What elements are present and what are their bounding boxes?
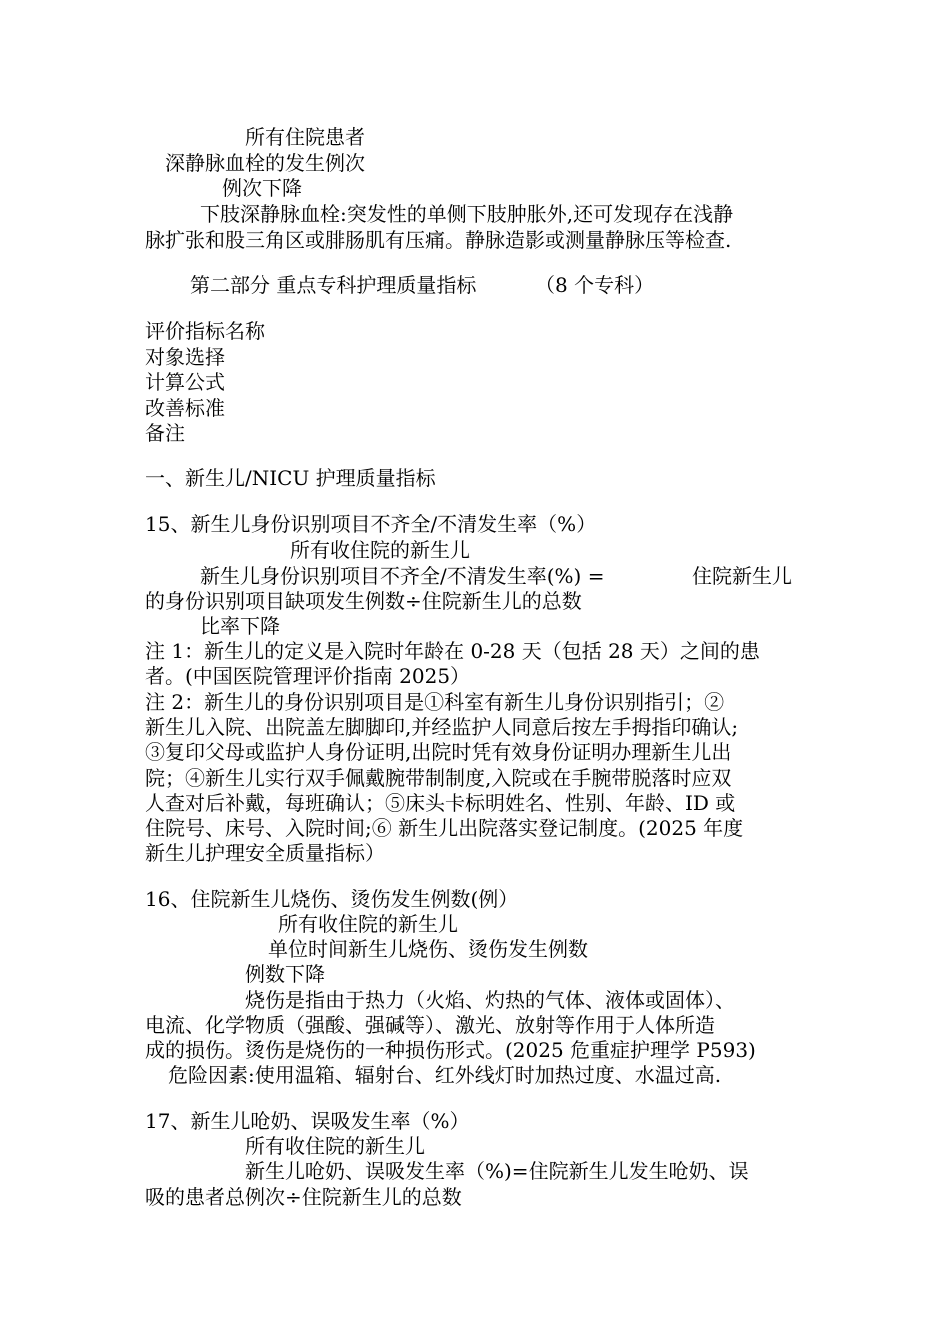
- note-line: 者。(中国医院管理评价指南 2025）: [145, 664, 471, 688]
- text-line: 吸的患者总例次÷住院新生儿的总数: [145, 1185, 462, 1209]
- text-line: 评价指标名称: [145, 319, 265, 343]
- note-line: 院；④新生儿实行双手佩戴腕带制制度,入院或在手腕带脱落时应双: [145, 766, 732, 790]
- text-line: 电流、化学物质（强酸、强碱等）、激光、放射等作用于人体所造: [145, 1013, 715, 1037]
- text-line: 所有收住院的新生儿: [278, 912, 458, 936]
- subsection-heading: 一、新生儿/NICU 护理质量指标: [145, 466, 436, 490]
- note-line: ③复印父母或监护人身份证明,出院时凭有效身份证明办理新生儿出: [145, 740, 732, 764]
- text-line: 脉扩张和股三角区或腓肠肌有压痛。静脉造影或测量静脉压等检查.: [145, 228, 732, 252]
- note-line: 注 1：新生儿的定义是入院时年龄在 0-28 天（包括 28 天）之间的患: [145, 639, 760, 663]
- item-heading: 15、新生儿身份识别项目不齐全/不清发生率（%）: [145, 512, 597, 536]
- text-line: 新生儿身份识别项目不齐全/不清发生率(%) =: [200, 564, 605, 588]
- note-line: 住院号、床号、入院时间;⑥ 新生儿出院落实登记制度。(2025 年度: [145, 816, 744, 840]
- section-heading: 第二部分 重点专科护理质量指标: [190, 273, 477, 297]
- text-line: 备注: [145, 421, 185, 445]
- text-line: 成的损伤。烫伤是烧伤的一种损伤形式。(2025 危重症护理学 P593): [145, 1038, 756, 1062]
- note-line: 注 2：新生儿的身份识别项目是①科室有新生儿身份识别指引；②: [145, 690, 725, 714]
- text-line: 改善标准: [145, 396, 225, 420]
- text-line: 所有收住院的新生儿: [290, 538, 470, 562]
- text-line: 单位时间新生儿烧伤、烫伤发生例数: [268, 937, 588, 961]
- text-line: 危险因素:使用温箱、辐射台、红外线灯时加热过度、水温过高.: [168, 1063, 722, 1087]
- note-line: 新生儿入院、出院盖左脚脚印,并经监护人同意后按左手拇指印确认;: [145, 715, 739, 739]
- item-heading: 17、新生儿呛奶、误吸发生率（%）: [145, 1109, 470, 1133]
- text-line: 下肢深静脉血栓:突发性的单侧下肢肿胀外,还可发现存在浅静: [200, 202, 734, 226]
- text-line: 深静脉血栓的发生例次: [165, 151, 365, 175]
- item-heading: 16、住院新生儿烧伤、烫伤发生例数(例）: [145, 887, 519, 911]
- text-line: 所有收住院的新生儿: [245, 1134, 425, 1158]
- text-line: 例数下降: [245, 962, 325, 986]
- text-line: 烧伤是指由于热力（火焰、灼热的气体、液体或固体）、: [245, 988, 735, 1012]
- text-line: 例次下降: [222, 176, 302, 200]
- note-line: 新生儿护理安全质量指标）: [145, 841, 385, 865]
- text-line: 住院新生儿: [692, 564, 792, 588]
- text-line: 比率下降: [200, 614, 280, 638]
- text-line: 对象选择: [145, 345, 225, 369]
- section-heading-note: （8 个专科）: [535, 273, 655, 297]
- text-line: 新生儿呛奶、误吸发生率（%)=住院新生儿发生呛奶、误: [245, 1159, 749, 1183]
- text-line: 的身份识别项目缺项发生例数÷住院新生儿的总数: [145, 589, 582, 613]
- note-line: 人查对后补戴，每班确认；⑤床头卡标明姓名、性别、年龄、ID 或: [145, 791, 736, 815]
- text-line: 计算公式: [145, 370, 225, 394]
- text-line: 所有住院患者: [245, 125, 365, 149]
